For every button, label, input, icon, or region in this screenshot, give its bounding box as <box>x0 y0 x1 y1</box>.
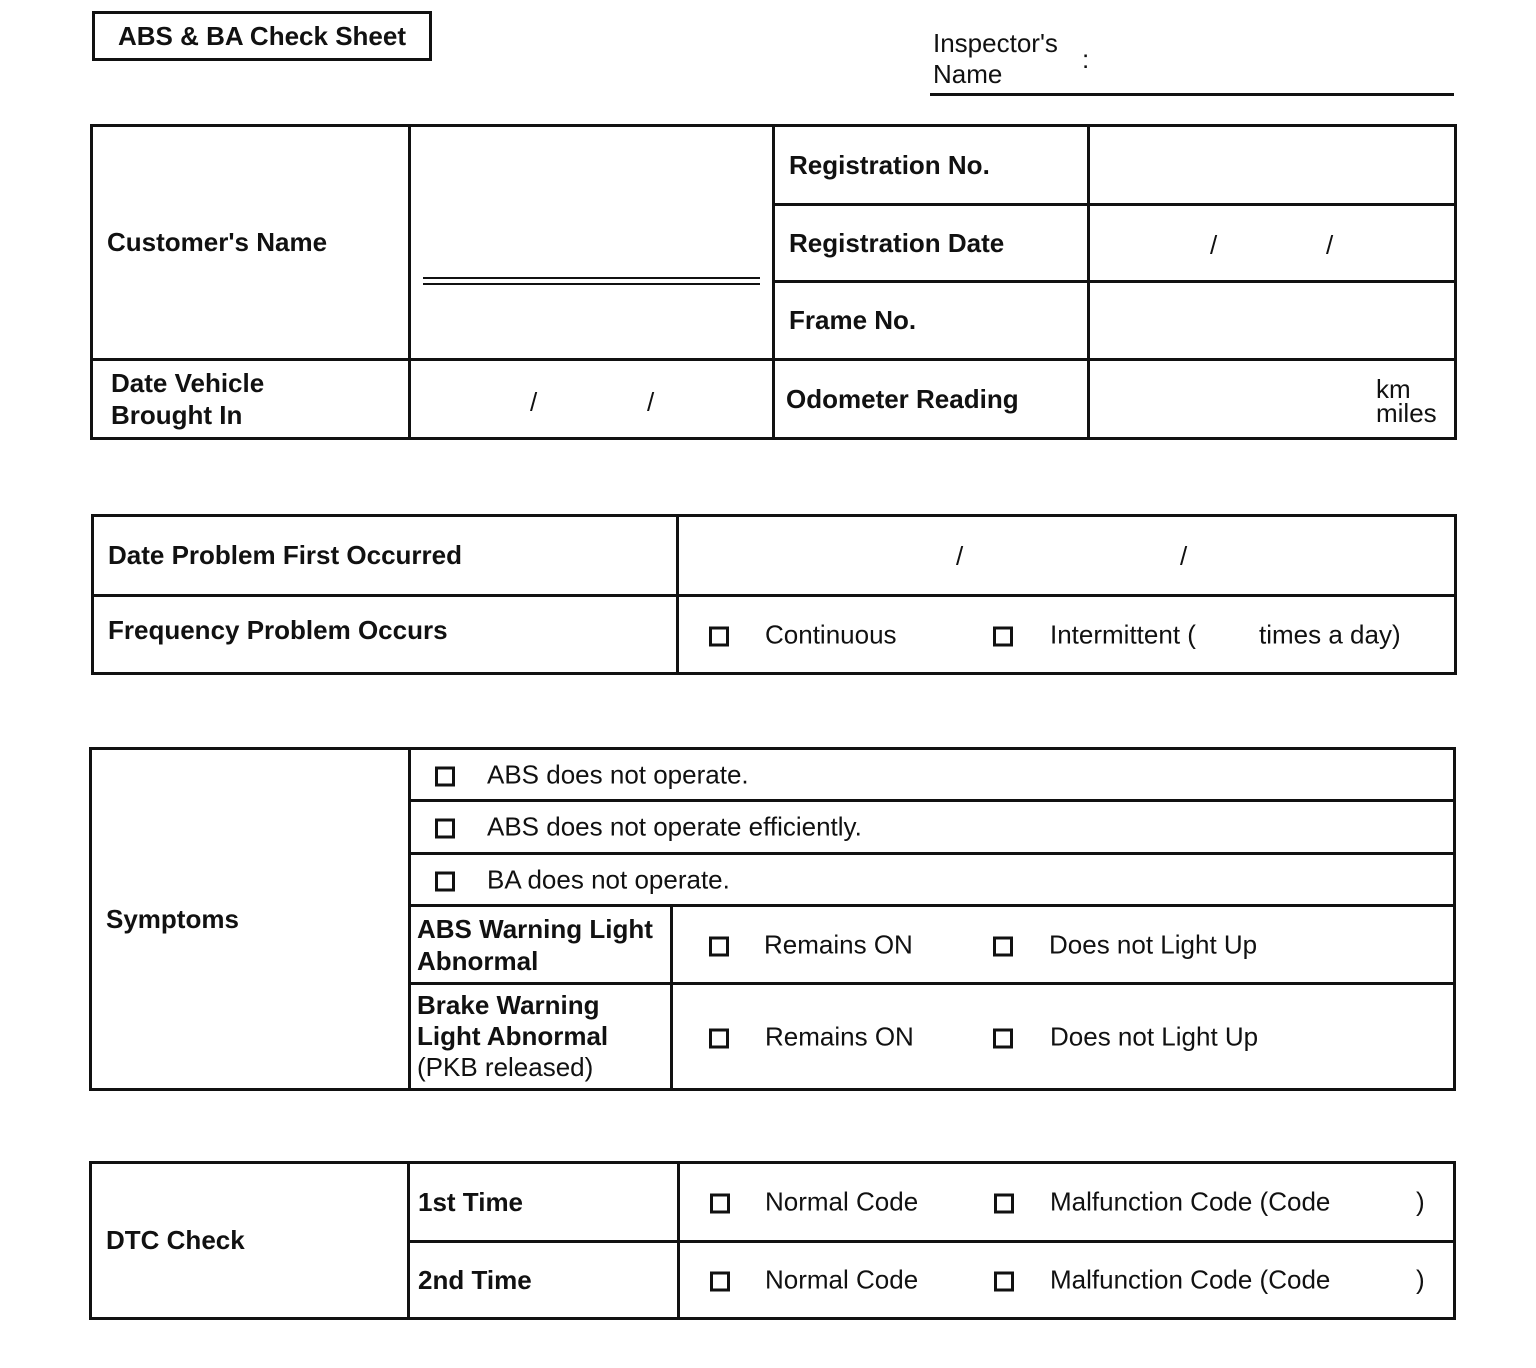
date-separator: / <box>1210 230 1218 260</box>
date-first-occurred-field[interactable] <box>678 516 1456 596</box>
frame-no-label: Frame No. <box>774 282 1089 360</box>
symptom-row <box>410 801 1455 854</box>
symptoms-label: Symptoms <box>91 749 410 1090</box>
inspector-name-label <box>933 28 1058 90</box>
brake-warning-options <box>672 984 1455 1090</box>
date-separator: / <box>1180 541 1188 571</box>
registration-no-label: Registration No. <box>774 126 1089 205</box>
checkbox[interactable] <box>993 626 1013 646</box>
customer-name-field[interactable] <box>410 126 774 360</box>
option-remains-on-label: Remains ON <box>764 929 913 959</box>
first-time-options <box>679 1163 1455 1242</box>
frame-no-field[interactable] <box>1089 282 1456 360</box>
brake-warning-line2: Light Abnormal <box>417 1021 609 1051</box>
checkbox[interactable] <box>710 1194 730 1214</box>
checkbox[interactable] <box>709 626 729 646</box>
page-title: ABS & BA Check Sheet <box>92 11 432 61</box>
close-paren: ) <box>1416 1186 1425 1217</box>
option-intermittent-label: Intermittent ( <box>1050 619 1196 649</box>
inspector-label-line2: Name <box>933 59 1003 89</box>
date-separator: / <box>1326 230 1334 260</box>
dtc-check-table <box>89 1161 1456 1320</box>
frequency-options <box>678 596 1456 674</box>
odometer-unit-miles: miles <box>1376 398 1437 428</box>
abs-warning-line2: Abnormal <box>417 945 539 976</box>
date-first-occurred-label: Date Problem First Occurred <box>93 516 678 596</box>
first-time-label: 1st Time <box>409 1163 679 1242</box>
option-not-light-up-label: Does not Light Up <box>1049 929 1258 959</box>
registration-date-field[interactable] <box>1089 205 1456 282</box>
registration-date-label: Registration Date <box>774 205 1089 282</box>
brake-warning-line3: (PKB released) <box>417 1052 594 1082</box>
odometer-unit-km: km <box>1376 374 1411 404</box>
customer-name-double-line <box>423 277 760 285</box>
ba-not-operate-label: BA does not operate. <box>487 864 730 894</box>
brake-warning-line1: Brake Warning <box>417 990 600 1020</box>
symptom-row <box>410 854 1455 906</box>
abs-warning-label <box>410 906 672 984</box>
date-separator: / <box>647 387 655 417</box>
date-brought-in-field[interactable] <box>410 360 774 439</box>
abs-warning-line1: ABS Warning Light <box>417 913 653 944</box>
brake-warning-label <box>410 984 672 1090</box>
option-normal-code-label: Normal Code <box>765 1186 919 1217</box>
vehicle-info-table <box>90 124 1457 440</box>
date-separator: / <box>530 387 538 417</box>
option-not-light-up-label: Does not Light Up <box>1050 1021 1259 1051</box>
checkbox[interactable] <box>993 1028 1013 1048</box>
checkbox[interactable] <box>710 1272 730 1292</box>
checkbox[interactable] <box>994 1194 1014 1214</box>
date-brought-in-line1: Date Vehicle <box>111 368 265 398</box>
dtc-check-label: DTC Check <box>91 1163 409 1319</box>
problem-info-table <box>91 514 1457 675</box>
customer-name-label: Customer's Name <box>92 126 410 360</box>
frequency-label: Frequency Problem Occurs <box>93 596 678 674</box>
checkbox[interactable] <box>994 1272 1014 1292</box>
option-remains-on-label: Remains ON <box>765 1021 914 1051</box>
odometer-units <box>1376 374 1437 428</box>
registration-no-field[interactable] <box>1089 126 1456 205</box>
odometer-field[interactable] <box>1089 360 1456 439</box>
times-a-day-label: times a day) <box>1259 619 1401 649</box>
date-separator: / <box>956 541 964 571</box>
option-malfunction-code-label: Malfunction Code (Code <box>1050 1186 1331 1217</box>
symptom-row <box>410 749 1455 801</box>
checkbox[interactable] <box>709 936 729 956</box>
checkbox[interactable] <box>709 1028 729 1048</box>
checkbox[interactable] <box>435 871 455 891</box>
close-paren: ) <box>1416 1264 1425 1295</box>
odometer-label: Odometer Reading <box>774 360 1089 439</box>
inspector-name-field[interactable] <box>930 93 1454 96</box>
inspector-colon: : <box>1082 44 1090 74</box>
date-brought-in-line2: Brought In <box>111 400 243 430</box>
second-time-label: 2nd Time <box>409 1242 679 1319</box>
inspector-label-line1: Inspector's <box>933 28 1058 58</box>
abs-not-operate-label: ABS does not operate. <box>487 759 749 789</box>
checkbox[interactable] <box>435 819 455 839</box>
abs-warning-options <box>672 906 1455 984</box>
checkbox[interactable] <box>993 936 1013 956</box>
option-continuous-label: Continuous <box>765 619 897 649</box>
symptoms-table <box>89 747 1456 1091</box>
abs-not-efficient-label: ABS does not operate efficiently. <box>487 811 862 842</box>
option-normal-code-label: Normal Code <box>765 1264 919 1295</box>
option-malfunction-code-label: Malfunction Code (Code <box>1050 1264 1331 1295</box>
date-brought-in-label <box>92 360 410 439</box>
second-time-options <box>679 1242 1455 1319</box>
checkbox[interactable] <box>435 766 455 786</box>
